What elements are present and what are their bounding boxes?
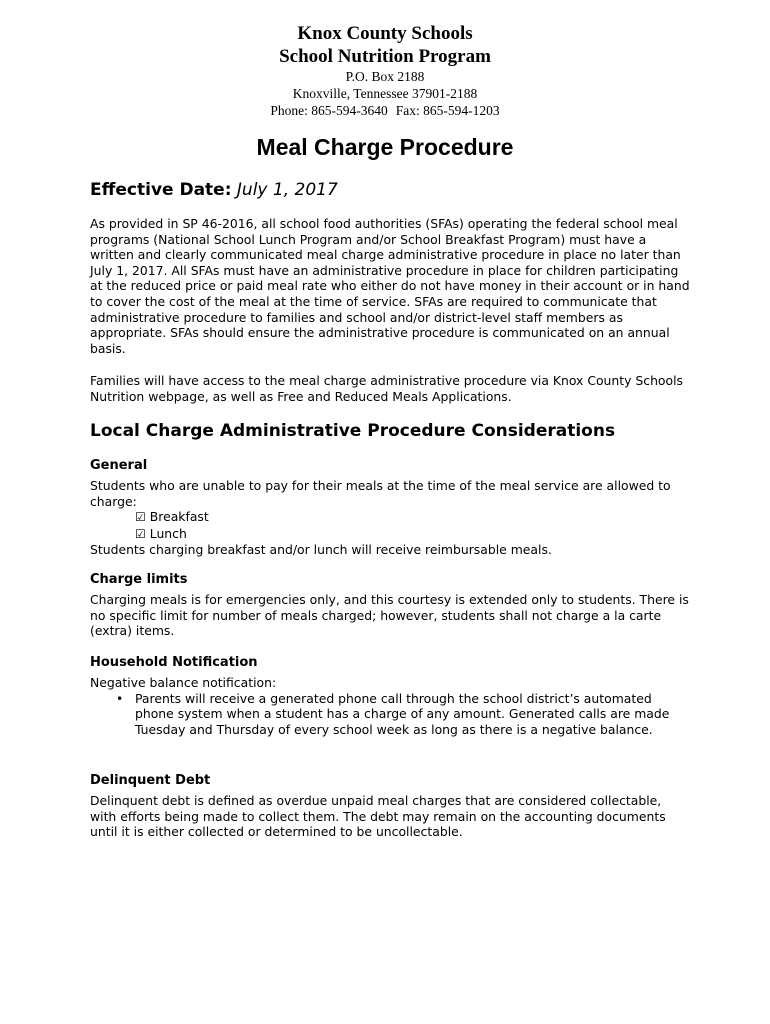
page-title: Meal Charge Procedure bbox=[256, 134, 514, 160]
check-label: Lunch bbox=[149, 525, 187, 541]
check-label: Breakfast bbox=[149, 509, 209, 525]
effective-date-value: July 1, 2017 bbox=[236, 180, 338, 200]
household-notification-section bbox=[90, 655, 690, 737]
letterhead bbox=[0, 22, 770, 119]
checkbox-checked-icon: ☑ bbox=[135, 526, 146, 541]
intro-section bbox=[90, 216, 690, 356]
general-after-text: Students charging breakfast and/or lunch will receive reimbursable meals. bbox=[90, 542, 552, 558]
intro-paragraph-1: As provided in SP 46-2016, all school food authorities (SFAs) operating the federal school meal programs (National School Lunch Program and/or School Breakfast Program) must have a written and clearly communicated meal charge administrative procedure in place no later than July 1, 2017. All SFAs must have an administrative procedure in place for children participating at the reduced price or paid meal rate who either do not have money in their account or in hand to cover the cost of the meal at the time of service. SFAs are required to communicate that administrative procedure to families and school and/or district-level staff members as appropriate. SFAs should ensure the administrative procedure is communicated on an annual basis. bbox=[90, 216, 690, 356]
effective-date bbox=[90, 178, 690, 202]
address: Knoxville, Tennessee 37901-2188 bbox=[292, 86, 478, 101]
notification-bullet-text: Parents will receive a generated phone call through the school district’s automated phone system when a student has a charge of any amount. Generated calls are made Tuesday and Thursday of every school week as long as there is a negative balance. bbox=[135, 690, 670, 737]
notification-text: Negative balance notification: bbox=[90, 675, 277, 690]
household-notification-heading: Household Notification bbox=[90, 655, 258, 670]
po-box: P.O. Box 2188 bbox=[345, 69, 425, 84]
general-text: Students who are unable to pay for their meals at the time of the meal service are allowed to charge: bbox=[90, 478, 671, 509]
checkbox-checked-icon: ☑ bbox=[135, 510, 146, 525]
check-item-breakfast bbox=[90, 509, 690, 526]
delinquent-debt-text: Delinquent debt is defined as overdue unpaid meal charges that are considered collectable, with efforts being made to collect them. The debt may remain on the accounting documents until it is either collected or determined to be uncollectable. bbox=[90, 793, 666, 840]
intro-section-2 bbox=[90, 373, 690, 404]
check-item-lunch bbox=[90, 526, 690, 543]
considerations-heading-block bbox=[90, 420, 690, 442]
list-item bbox=[90, 691, 690, 738]
charge-limits-text: Charging meals is for emergencies only, and this courtesy is extended only to students. There is no specific limit for number of meals charged; however, students shall not charge a la carte (extra) items. bbox=[90, 592, 689, 639]
general-section bbox=[90, 458, 690, 558]
charge-limits-section bbox=[90, 572, 690, 639]
phone-number: Phone: 865-594-3640 bbox=[270, 103, 388, 118]
charge-limits-heading: Charge limits bbox=[90, 572, 188, 587]
delinquent-debt-heading: Delinquent Debt bbox=[90, 773, 211, 788]
org-name: Knox County Schools bbox=[297, 23, 473, 44]
section-heading: Local Charge Administrative Procedure Considerations bbox=[90, 421, 616, 441]
program-name: School Nutrition Program bbox=[279, 46, 491, 67]
general-heading: General bbox=[90, 458, 148, 473]
delinquent-debt-section bbox=[90, 773, 690, 840]
effective-date-label: Effective Date: bbox=[90, 180, 232, 200]
contact-line bbox=[0, 102, 770, 119]
intro-paragraph-2: Families will have access to the meal charge administrative procedure via Knox County Schools Nutrition webpage, as well as Free and Reduced Meals Applications. bbox=[90, 373, 683, 404]
bullet-icon: • bbox=[116, 690, 124, 706]
fax-number: Fax: 865-594-1203 bbox=[395, 103, 500, 118]
